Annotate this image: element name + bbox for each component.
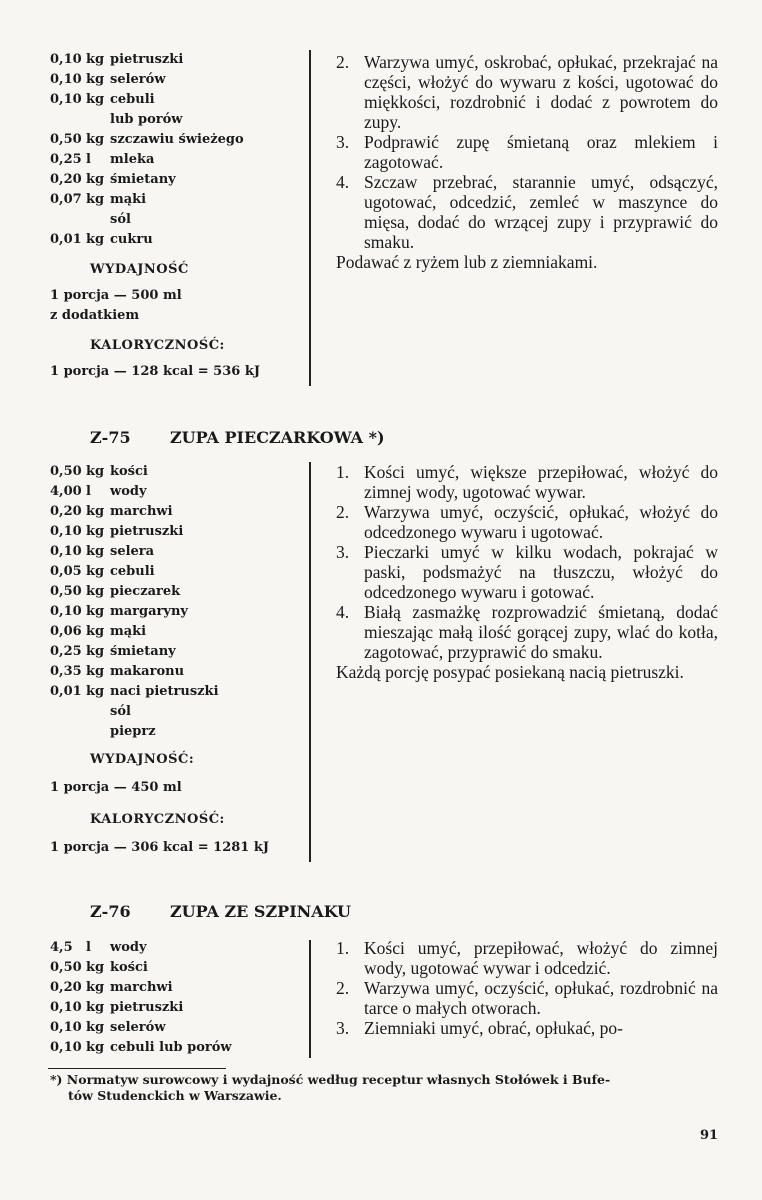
column-divider [309,940,311,1058]
ingredient-row: 4,5 l wody [50,940,147,955]
footnote [50,1072,718,1104]
serving-note: Podawać z ryżem lub z ziemniakami. [336,252,598,272]
ingredient-row: 0,25 l mleka [50,152,155,167]
ingredient-row: 0,05 kg cebuli [50,564,155,579]
recipe-heading-z75: Z-75 ZUPA PIECZARKOWA *) [90,428,385,447]
calorie-value: 1 porcja — 128 kcal = 536 kJ [50,364,260,379]
ingredient-row: sól [110,212,131,227]
column-divider [309,462,311,862]
recipe-heading-z76: Z-76 ZUPA ZE SZPINAKU [90,902,352,921]
yield-value-cont: z dodatkiem [50,308,140,323]
instruction-step: 1. Kości umyć, większe przepiłować, włożyć do zimnej wody, ugotować wywar. [336,462,718,502]
instruction-step: 1. Kości umyć, przepiłować, włożyć do zimnej wody, ugotować wywar i odcedzić. [336,938,718,978]
instruction-step: 3. Podprawić zupę śmietaną oraz mlekiem i zagotować. [336,132,718,172]
footnote-line: tów Studenckich w Warszawie. [68,1088,282,1103]
ingredient-row: 0,20 kg śmietany [50,172,176,187]
yield-label: WYDAJNOŚĆ: [90,752,195,767]
instruction-step: 2. Warzywa umyć, oskrobać, opłukać, przekrajać na części, włożyć do wywaru z kości, ugotować do miękkości, rozdrobnić i dodać z powrotem do zupy. [336,52,718,132]
ingredient-row: 0,10 kg selerów [50,1020,166,1035]
footnote-separator [48,1068,226,1069]
ingredient-row: 0,10 kg pietruszki [50,52,184,67]
z76-ingredients [50,938,232,1058]
ingredient-row: 0,35 kg makaronu [50,664,185,679]
ingredient-row: 0,01 kg naci pietruszki [50,684,219,699]
calorie-value: 1 porcja — 306 kcal = 1281 kJ [50,840,270,855]
instruction-step: 4. Szczaw przebrać, starannie umyć, odsączyć, ugotować, odcedzić, zemleć w maszynce do mięsa, dodać do wrzącej zupy i przyprawić do smaku. [336,172,718,252]
footnote-line: *) Normatyw surowcowy i wydajność według receptur własnych Stołówek i Bufe- [50,1072,611,1087]
ingredient-row: 0,10 kg pietruszki [50,524,184,539]
calorie-label: KALORYCZNOŚĆ: [90,812,225,827]
prev-ingredients [50,50,260,382]
ingredient-row: 0,06 kg mąki [50,624,147,639]
z76-instructions [336,938,718,1038]
ingredient-row: 0,50 kg pieczarek [50,584,181,599]
z75-instructions [336,462,718,682]
instruction-step: 3. Ziemniaki umyć, obrać, opłukać, po- [336,1018,624,1038]
instruction-step: 4. Białą zasmażkę rozprowadzić śmietaną, dodać mieszając małą ilość gorącej zupy, wlać do kotła, zagotować, przyprawić do smaku. [336,602,718,662]
instruction-step: 2. Warzywa umyć, oczyścić, opłukać, rozdrobnić na tarce o małych otworach. [336,978,718,1018]
ingredient-row: 0,07 kg mąki [50,192,147,207]
ingredient-row: 0,10 kg margaryny [50,604,188,619]
ingredient-row: 0,50 kg szczawiu świeżego [50,132,244,147]
ingredient-row: 0,25 kg śmietany [50,644,176,659]
yield-label: WYDAJNOŚĆ [90,262,189,277]
column-divider [309,50,311,386]
ingredient-row: 4,00 l wody [50,484,147,499]
ingredient-row: lub porów [110,112,183,127]
ingredient-row: 0,10 kg selerów [50,72,166,87]
prev-instructions [336,52,718,272]
yield-value: 1 porcja — 500 ml [50,288,182,303]
ingredient-row: 0,50 kg kości [50,464,148,479]
ingredient-row: 0,50 kg kości [50,960,148,975]
serving-note: Każdą porcję posypać posiekaną nacią pietruszki. [336,662,684,682]
calorie-label: KALORYCZNOŚĆ: [90,338,225,353]
instruction-step: 3. Pieczarki umyć w kilku wodach, pokrajać w paski, podsmażyć na tłuszczu, włożyć do odcedzonego wywaru i gotować. [336,542,718,602]
z75-ingredients [50,462,269,858]
yield-value: 1 porcja — 450 ml [50,780,182,795]
ingredient-row: 0,10 kg pietruszki [50,1000,184,1015]
ingredient-row: 0,20 kg marchwi [50,504,173,519]
page-number: 91 [700,1128,719,1143]
ingredient-row: pieprz [110,724,156,739]
ingredient-row: 0,01 kg cukru [50,232,153,247]
ingredient-row: 0,10 kg cebuli lub porów [50,1040,232,1055]
instruction-step: 2. Warzywa umyć, oczyścić, opłukać, włożyć do odcedzonego wywaru i ugotować. [336,502,718,542]
ingredient-row: 0,10 kg selera [50,544,155,559]
ingredient-row: 0,20 kg marchwi [50,980,173,995]
ingredient-row: sól [110,704,131,719]
ingredient-row: 0,10 kg cebuli [50,92,155,107]
